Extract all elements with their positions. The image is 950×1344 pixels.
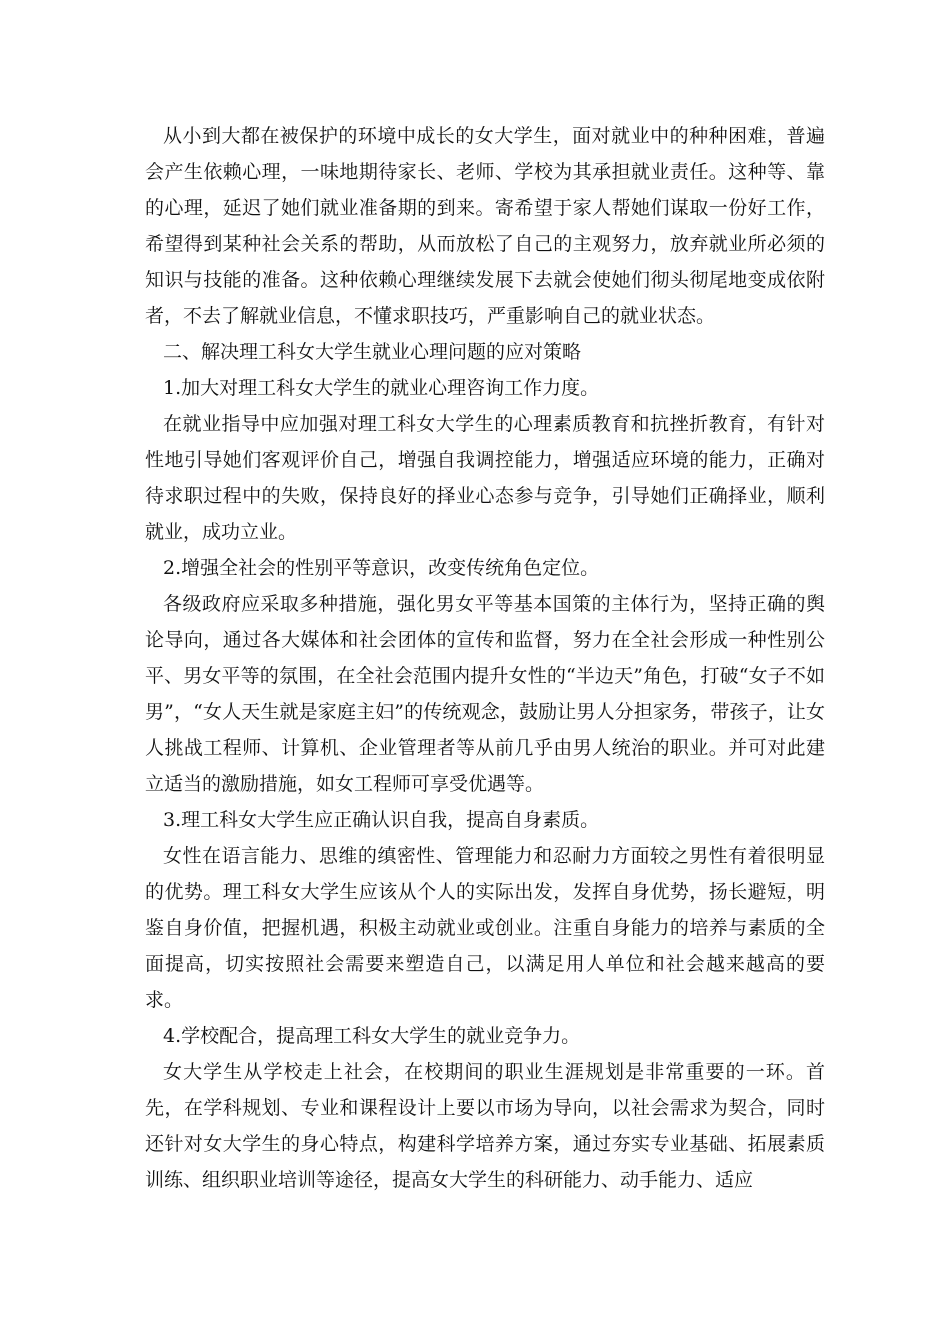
paragraph-dependency-psychology: 从小到大都在被保护的环境中成长的女大学生，面对就业中的种种困难，普遍会产生依赖心理，一味地期待家长、老师、学校为其承担就业责任。这种等、靠的心理，延迟了她们就业准备期的到来。寄希望于家人帮她们谋取一份好工作，希望得到某种社会关系的帮助，从而放松了自己的主观努力，放弃就业所必须的知识与技能的准备。这种依赖心理继续发展下去就会使她们彻头彻尾地变成依附者，不去了解就业信息，不懂求职技巧，严重影响自己的就业状态。	[145, 125, 825, 327]
paragraph-counseling: 在就业指导中应加强对理工科女大学生的心理素质教育和抗挫折教育，有针对性地引导她们客观评价自己，增强自我调控能力，增强适应环境的能力，正确对待求职过程中的失败，保持良好的择业心态参与竞争，引导她们正确择业，顺利就业，成功立业。	[145, 413, 825, 543]
paragraph-self-awareness: 女性在语言能力、思维的缜密性、管理能力和忍耐力方面较之男性有着很明显的优势。理工科女大学生应该从个人的实际出发，发挥自身优势，扬长避短，明鉴自身价值，把握机遇，积极主动就业或创业。注重自身能力的培养与素质的全面提高，切实按照社会需要来塑造自己，以满足用人单位和社会越来越高的要求。	[145, 845, 825, 1011]
section-heading-strategies: 二、解决理工科女大学生就业心理问题的应对策略	[163, 341, 582, 363]
paragraph-school-cooperation: 女大学生从学校走上社会，在校期间的职业生涯规划是非常重要的一环。首先，在学科规划、专业和课程设计上要以市场为导向，以社会需求为契合，同时还针对女大学生的身心特点，构建科学培养方案，通过夯实专业基础、拓展素质训练、组织职业培训等途径，提高女大学生的科研能力、动手能力、适应	[145, 1061, 825, 1191]
document-body	[145, 118, 825, 1198]
subheading-counseling: 1.加大对理工科女大学生的就业心理咨询工作力度。	[163, 377, 600, 399]
subheading-school-cooperation: 4.学校配合，提高理工科女大学生的就业竞争力。	[163, 1025, 581, 1047]
subheading-self-awareness: 3.理工科女大学生应正确认识自我，提高自身素质。	[163, 809, 600, 831]
paragraph-gender-equality: 各级政府应采取多种措施，强化男女平等基本国策的主体行为，坚持正确的舆论导向，通过各大媒体和社会团体的宣传和监督，努力在全社会形成一种性别公平、男女平等的氛围，在全社会范围内提升女性的“半边天”角色，打破“女子不如男”，“女人天生就是家庭主妇”的传统观念，鼓励让男人分担家务，带孩子，让女人挑战工程师、计算机、企业管理者等从前几乎由男人统治的职业。并可对此建立适当的激励措施，如女工程师可享受优遇等。	[145, 593, 825, 795]
subheading-gender-equality: 2.增强全社会的性别平等意识，改变传统角色定位。	[163, 557, 600, 579]
